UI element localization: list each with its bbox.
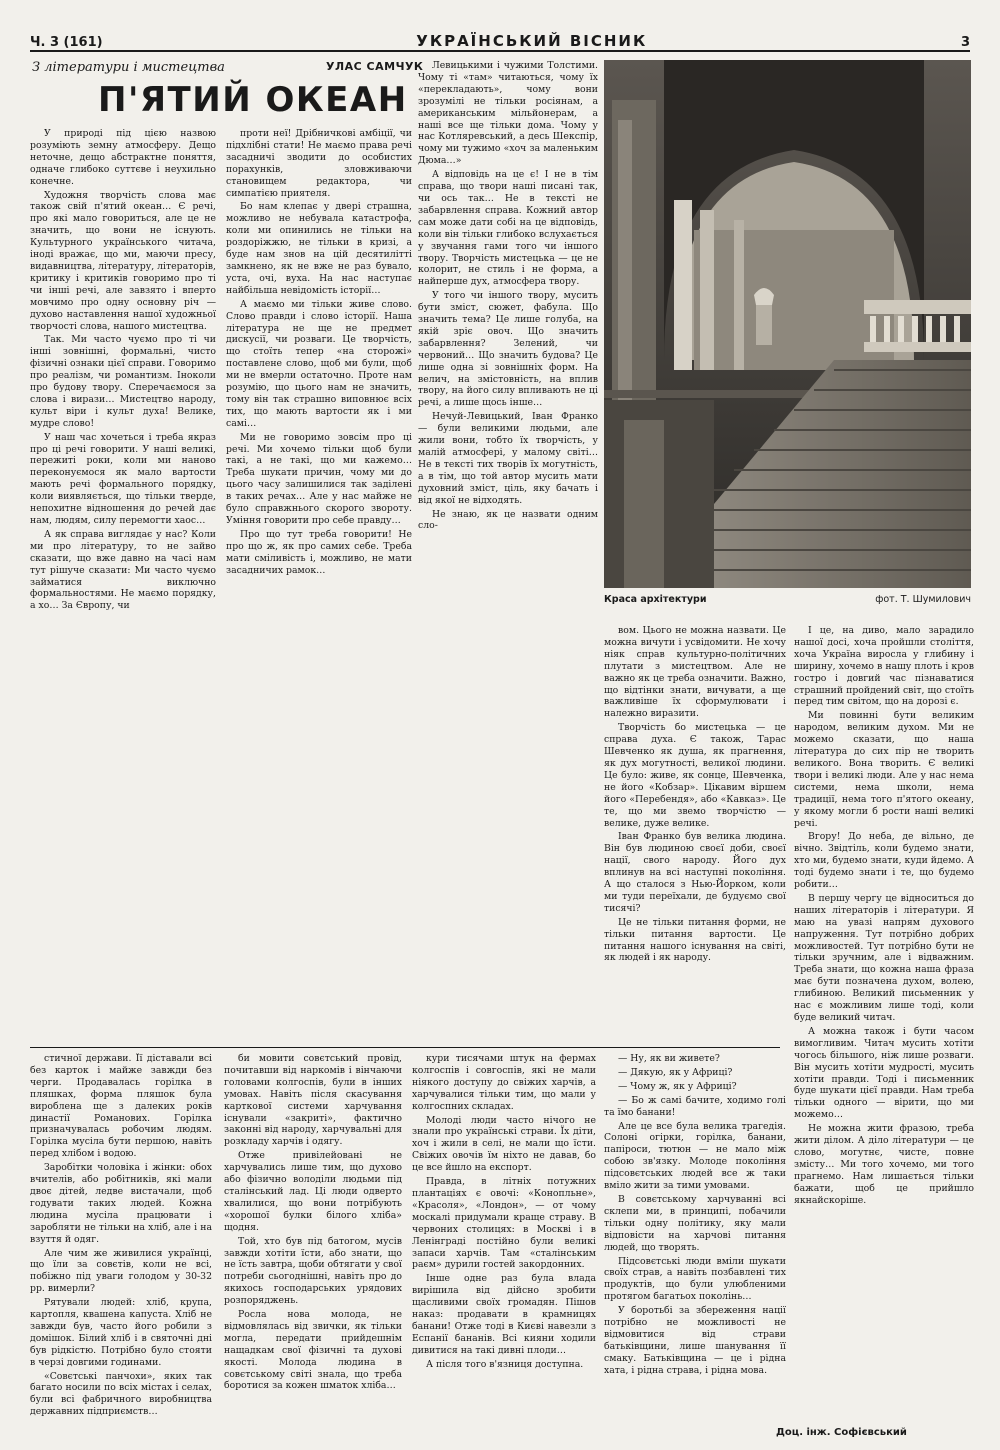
staircase-arch-image: [604, 60, 971, 588]
paragraph: Правда, в літніх потужних плантаціях є овочі: «Конопльне», «Красоля», «Лондон», — от чому москалі придумали краще страву. В червоних столицях: в Москві і в Ленінграді постійно були великі запаси харчів. Там «сталінським раєм» дурили гостей закордонних.: [412, 1176, 596, 1271]
paragraph: Отже привілейовані не харчувались лише тим, що духово або фізично володіли людьми під сталінський лад. Ці люди одверто хвалилися, що вони потрібують «хорошої булки білого хліба» щодня.: [224, 1150, 402, 1233]
paragraph: проти неї! Дрібничкові амбіції, чи підхлібні стати! Не маємо права речі засадничі зводити до особистих порахунків, зловживаючи становищем редактора, чи симпатією приятеля.: [226, 128, 412, 199]
paragraph: Це не тільки питання форми, не тільки питання вартости. Це питання нашого існування на світі, як людей і як народу.: [604, 916, 786, 964]
paragraph: Нечуй-Левицький, Іван Франко — були великими людьми, але жили вони, тобто їх творчість, у малій атмосфері, у малому світі… Не в тексті тих творів їх могутність, а в тім, що той автор мусить мати духовний зміст, ціль, яку бачать і від якої не відходять.: [418, 411, 598, 506]
paragraph: стичної держави. Її діставали всі без карток і майже завжди без черги. Продавалась горілка в пляшках, форма пляшок була вироблена ще з далеких років династії Романових. Горілка призначувалась робочим людям. Горілка мусіла бути першою, навіть перед хлібом і водою.: [30, 1053, 212, 1160]
paragraph: Не знаю, як це назвати одним сло-: [418, 508, 598, 532]
architecture-photo: [604, 60, 971, 588]
paragraph: Підсовєтські люди вміли шукати своїх страв, а навіть позбавлені тих продуктів, що були улюбленими протягом багатьох поколінь…: [604, 1255, 786, 1303]
paragraph: Той, хто був під батогом, мусів завжди хотіти їсти, або знати, що не їсть завтра, щоби обтягати у свої потреби сьогоднішні, навіть про до якихось господарських урядових розпоряджень.: [224, 1235, 402, 1307]
paragraph: Творчість бо мистецька — це справа духа. Є також, Тарас Шевченко як душа, як прагнення, як дух могутності, великої людини. Це було: живе, як сонце, Шевченка, не його «Кобзар». Цікавим віршем його «Перебендя», або «Кавказ». Це те, що ми звемо творчістю — велике, дуже велике.: [604, 722, 786, 829]
paragraph: Художня творчість слова має також свій п'ятий океан… Є речі, про які мало говориться, але це не значить, що вони не існують. Культурного українського читача, іноді вражає, що ми, маючи пресу, видавництва, літературу, літераторів, критику і критиків говоримо про ті чи інші речі, але завзято і вперто мовчимо про одну основну річ — духово наставлення нашої художньої творчості слова, нашого мистецтва.: [30, 189, 216, 332]
photo-caption: [604, 594, 971, 605]
essay-column-right: [794, 625, 974, 1420]
paragraph: Вгору! До неба, де вільно, де вічно. Звідтіль, коли будемо знати, хто ми, будемо знати, куди йдемо. А тоді будемо знати і те, що будемо робити…: [794, 831, 974, 891]
article-headline: П'ЯТИЙ ОКЕАН: [98, 80, 408, 120]
paragraph: вом. Цього не можна назвати. Це можна вичути і усвідомити. Не хочу ніяк справ культурно-політичних плутати з мистецтвом. Але не важно як це треба означити. Важно, що відтінки знати, вичувати, а ще важливіше їх сформулювати і належно виразити.: [604, 625, 786, 720]
paragraph: У природі під цією назвою розуміють земну атмосферу. Дещо неточне, дещо абстрактне поняття, одначе глибоко суттєве і неухильно конечне.: [30, 128, 216, 187]
paragraph: В совєтському харчуванні всі склепи ми, в принципі, побачили тільки одну політику, яку мали відповісти на харчові питання людей, що творять.: [604, 1193, 786, 1253]
issue-number: Ч. 3 (161): [30, 35, 103, 50]
paragraph: Рятували людей: хліб, крупа, картопля, квашена капуста. Хліб не завжди був, часто його робили з домішок. Білий хліб і в святочні дні був рідкістю. Потрібно було стояти в черзі довгими годинами.: [30, 1297, 212, 1368]
paragraph: Але чим же живилися українці, що їли за совєтів, коли не всі, побіжно під уваги голодом у 30-32 рр. вимерли?: [30, 1247, 212, 1295]
paragraph: «Совєтські панчохи», яких так багато носили по всіх містах і селах, були всі фабричного виробництва державних підприємств…: [30, 1370, 212, 1418]
food-article-column-2: [224, 1053, 402, 1443]
paragraph: кури тисячами штук на фермах колгоспів і совгоспів, які не мали ніякого доступу до свіжих харчів, а харчувалися тільки тим, що мали у колгоспних складах.: [412, 1053, 596, 1112]
paragraph: — Дякую, як у Африці?: [618, 1066, 733, 1078]
paragraph: Про що тут треба говорити! Не про що ж, як про самих себе. Треба мати сміливість і, можливо, не мати засадничих рамок…: [226, 528, 412, 576]
paragraph: Інше одне раз була влада вирішила від дійсно зробити щасливими своїх громадян. Пішов наказ: продавати в крамницях банани! Отже тоді в Києві навезли з Еспанії бананів. Всі кияни ходили дивитися на такі дивні плоди…: [412, 1273, 596, 1356]
paragraph: Іван Франко був велика людина. Він був людиною своєї доби, своєї нації, свого народу. Його дух вплинув на всі наступні покоління. А що сталося з Нью-Йорком, коли ми туди переїхали, де будуємо свої тисячі?: [604, 831, 786, 914]
article-signature: Доц. інж. Софієвський: [776, 1427, 907, 1438]
paragraph: — Бо ж самі бачите, ходимо голі та їмо банани!: [604, 1094, 786, 1118]
paragraph: А як справа виглядає у нас? Коли ми про літературу, то не зайво сказати, що вже давно на часі нам тут рішуче сказати: Ми часто чуємо займатися виключно формальностями. Не маємо порядку, а хо… За Європу, чи: [30, 528, 216, 612]
rubric: З літератури і мистецтва: [32, 60, 225, 75]
paragraph: — Ну, як ви живете?: [618, 1053, 720, 1064]
paragraph: У боротьбі за збереження нації потрібно не можливості не відмовитися від страви батьківщини, лише шанування її смаку. Батьківщина — це і рідна хата, і рідна страва, і рідна мова.: [604, 1305, 786, 1376]
paragraph: В першу чергу це відноситься до наших літераторів і літератури. Я маю на увазі напрям духового напруження. Тут потрібно добрих можливостей. Тут потрібно бути не тільки зручним, але і відважним. Треба знати, що кожна наша фраза має бути позначена духом, волею, глибиною. Великий письменник у нас є можливим лише тоді, коли буде великий читач.: [794, 892, 974, 1023]
article-column-4: [604, 625, 786, 1043]
paragraph: Левицькими і чужими Толстими. Чому ті «там» читаються, чому їх «перекладають», чому вони зрозумілі не тільки росіянам, а американським мільйонерам, а наші все ще тільки дома. Чому у нас Котляревський, а десь Шекспір, чому ми тужимо «хоч за маленьким Дюма…»: [418, 60, 598, 167]
paragraph: А відповідь на це є! І не в тім справа, що твори наші писані так, чи ось так… Не в тексті не забарвлення справа. Кожний автор сам може дати собі на це відповідь, коли він тільки глибоко вслухається у звучання гами того чи іншого твору. Творчість мистецька — це не колорит, не стиль і не форма, а найперше дух, атмосфера твору.: [418, 169, 598, 288]
paragraph: Так. Ми часто чуємо про ті чи інші зовнішні, формальні, чисто фізичні ознаки цієї справи. Говоримо про реалізм, чи романтизм. Іноколи про будову твору. Сперечаємося за слова і вирази… Мистецтво народу, культ віри і культ духа! Велике, мудре слово!: [30, 334, 216, 429]
section-divider: [30, 1047, 780, 1048]
paragraph: Заробітки чоловіка і жінки: обох вчителів, або робітників, які мали двоє дітей, ледве вистачали, щоб годувати таких людей. Кожна людина мусіла працювати і заробляти не тільки на хліб, але і на взуття й одяг.: [30, 1162, 212, 1245]
paragraph: У того чи іншого твору, мусить бути зміст, сюжет, фабула. Що значить тема? Це лише голуба, на якій зріє овоч. Що значить забарвлення? Зелений, чи червоний… Що значить будова? Це лише одна зі зовнішніх форм. На велич, на змістовність, на вплив твору, на його силу впливають не ці речі, а лише щось інше…: [418, 290, 598, 409]
paragraph: А можна також і бути часом вимогливим. Читач мусить хотіти чогось більшого, ніж лише розваги. Він мусить хотіти мудрості, мусить хотіти правди. Тоді і письменник буде шукати цієї правди. Нам треба тільки одного — вірити, що ми можемо…: [794, 1025, 974, 1121]
paragraph: Росла нова молода, не відмовлялась від звички, як тільки могла, передати прийдешнім нащадкам свої фізичні та духові якості. Молода людина в совєтському світі знала, що треба боротися за кожен шматок хліба…: [224, 1309, 402, 1392]
paragraph: Бо нам клепає у двері страшна, можливо не небувала катастрофа, коли ми опинились не тільки на роздоріжжю, не тільки в кризі, а буде нам знов на цій десятилітті замкнено, як не вже не раз бувало, уста, очі, вуха. На нас наступає найбільша невідомість історії…: [226, 201, 412, 296]
photo-title: Краса архітектури: [604, 594, 707, 605]
food-article-column-1: [30, 1053, 212, 1443]
food-article-column-4: [604, 1053, 786, 1423]
article-column-1: [30, 128, 216, 1043]
paragraph: би мовити совєтський провід, почитавши від наркомів і вінчаючи головами колгоспів, були в інших умовах. Навіть після скасування карткової системи харчування існували «закриті», фактично законні від народу, харчувальні для розкладу харчів і одягу.: [224, 1053, 402, 1148]
page-number: 3: [960, 35, 970, 50]
paragraph: Але це все була велика трагедія. Солоні огірки, горілка, банани, папіроси, тютюн — не мало між собою зв'язку. Молоде покоління підсовєтських людей все ж таки вміло жити за тими умовами.: [604, 1120, 786, 1192]
paragraph: А після того в'язниця доступна.: [426, 1358, 584, 1370]
paragraph: Молоді люди часто нічого не знали про українські страви. Їх діти, хоч і жили в селі, не мали що їсти. Свіжих овочів їм ніхто не давав, бо це все йшло на експорт.: [412, 1114, 596, 1174]
masthead: [30, 24, 970, 52]
newspaper-title: УКРАЇНСЬКИЙ ВІСНИК: [416, 32, 648, 50]
article-column-3: [418, 60, 598, 1043]
paragraph: Не можна жити фразою, треба жити ділом. А діло літератури — це слово, могутнє, чисте, повне змісту… Ми того хочемо, ми того прагнемо. Нам лишається тільки бажати, щоб це прийшло якнайскоріше.: [794, 1123, 974, 1206]
paragraph: І це, на диво, мало зарадило нашої досі, хоча пройшли століття, хоча Україна виросла у глибину і ширину, хочемо в нашу плоть і кров гостро і довгий час пізнаватися страшний пройдений світ, що стоїть перед тим світом, що на дорозі є.: [794, 625, 974, 708]
paragraph: У наш час хочеться і треба якраз про ці речі говорити. У наші великі, пережиті роки, коли ми наново переконуємося як мало вартости мають речі формального порядку, коли виявляється, що тільки тверде, непохитне відношення до речей дає нам, людям, силу перемогти хаос…: [30, 431, 216, 526]
author-name: УЛАС САМЧУК: [326, 60, 424, 73]
photo-credit: фот. Т. Шумилович: [875, 594, 971, 605]
food-article-column-3: [412, 1053, 596, 1443]
paragraph: Ми не говоримо зовсім про ці речі. Ми хочемо тільки щоб були такі, а не такі, що ми кажемо… Треба шукати причин, чому ми до цього часу залишилися так заділені в таких речах… Але у нас майже не було справжнього скорого звороту. Уміння говорити про себе правду…: [226, 431, 412, 526]
paragraph: — Чому ж, як у Африці?: [618, 1080, 737, 1092]
paragraph: А маємо ми тільки живе слово. Слово правди і слово історії. Наша література не ще не предмет дискусії, чи розваги. Це творчість, що стоїть тепер «на сторожі» поставлене слово, щоб ми були, щоб ми не вмерли остаточно. Проте нам розумію, що цього нам не значить, тому він так страшно виповнює всіх тих, що мають вартости як і ми самі…: [226, 298, 412, 429]
article-column-2: [226, 128, 412, 1043]
paragraph: Ми повинні бути великим народом, великим духом. Ми не можемо сказати, що наша література до сих пір не творить великого. Вона творить. Є великі твори і великі люди. Але у нас нема системи, нема школи, нема традиції, нема того п'ятого океану, у якому могли б рости наші великі речі.: [794, 710, 974, 829]
